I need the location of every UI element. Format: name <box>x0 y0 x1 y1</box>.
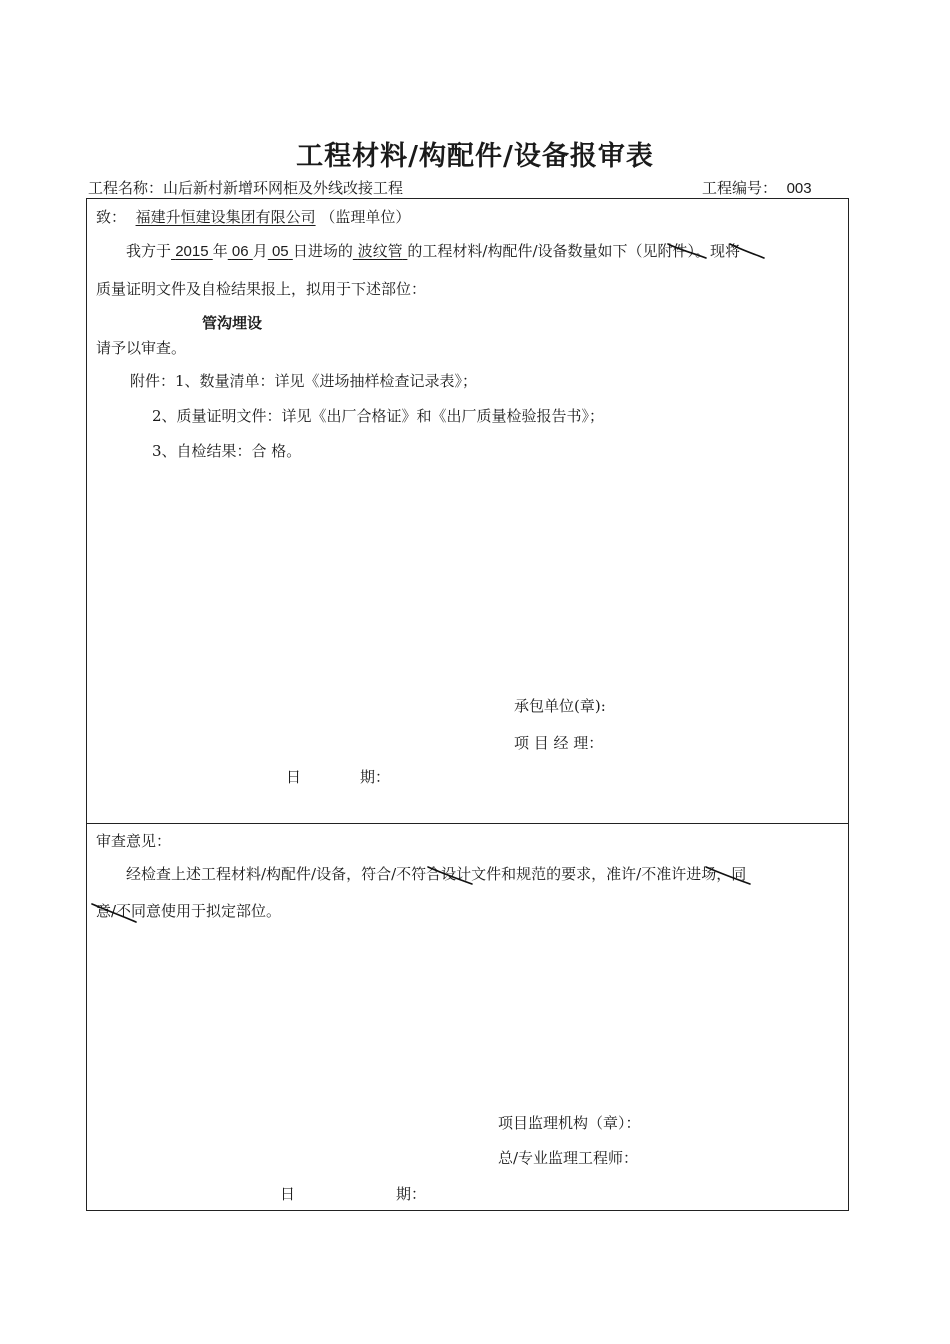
project-number-value: 003 <box>786 180 812 197</box>
contractor-seal-label: 承包单位(章): <box>514 697 606 715</box>
section-divider <box>86 823 849 824</box>
form-table <box>86 198 849 1211</box>
application-date-label-b: 期： <box>360 768 391 786</box>
project-manager-label: 项 目 经 理： <box>514 734 604 752</box>
entry-year: 2015 <box>175 243 209 260</box>
review-line-1: 经检查上述工程材料/构配件/设备，符合/不符合设计文件和规范的要求，准许/不准许进场，同 <box>126 865 747 883</box>
review-date-label-a: 日 <box>280 1185 296 1203</box>
declaration-line-1 <box>126 240 740 261</box>
review-opinion-label: 审查意见： <box>96 832 172 850</box>
year-suffix: 年 <box>212 242 228 260</box>
review-line-2: 意/不同意使用于拟定部位。 <box>96 902 282 920</box>
project-number-row <box>702 177 812 198</box>
form-title: 工程材料/构配件/设备报审表 <box>296 141 654 172</box>
attachment-2: 2、质量证明文件：详见《出厂合格证》和《出厂质量检验报告书》； <box>152 407 605 425</box>
attachment-3: 3、自检结果：合 格。 <box>152 442 302 460</box>
supervision-unit: 福建升恒建设集团有限公司 <box>135 208 316 226</box>
project-name-value: 山后新村新增环网柜及外线改接工程 <box>163 179 404 197</box>
review-request: 请予以审查。 <box>96 339 187 357</box>
declaration-text-b: 日进场的 <box>292 242 353 260</box>
addressee-prefix: 致： <box>96 208 127 226</box>
declaration-text-a: 我方于 <box>126 242 172 260</box>
entry-month: 06 <box>231 243 249 260</box>
attachment-1: 附件：1、数量清单：详见《进场抽样检查记录表》； <box>130 372 478 390</box>
review-date-label-b: 期： <box>396 1185 427 1203</box>
addressee-suffix: （监理单位） <box>320 208 411 226</box>
month-suffix: 月 <box>252 242 268 260</box>
material-name: 波纹管 <box>357 242 403 260</box>
project-name-row <box>88 177 403 198</box>
declaration-line-2: 质量证明文件及自检结果报上，拟用于下述部位： <box>96 280 427 298</box>
usage-location: 管沟埋设 <box>202 314 263 332</box>
project-number-label: 工程编号： <box>702 179 778 197</box>
supervising-engineer-label: 总/专业监理工程师： <box>498 1149 639 1167</box>
application-date-label-a: 日 <box>286 768 302 786</box>
entry-day: 05 <box>271 243 289 260</box>
addressee-line <box>96 206 410 227</box>
project-name-label: 工程名称： <box>88 179 164 197</box>
supervision-org-seal-label: 项目监理机构（章）： <box>498 1114 641 1132</box>
declaration-text-c: 的工程材料/构配件/设备数量如下（见附件）。现将 <box>407 242 741 260</box>
